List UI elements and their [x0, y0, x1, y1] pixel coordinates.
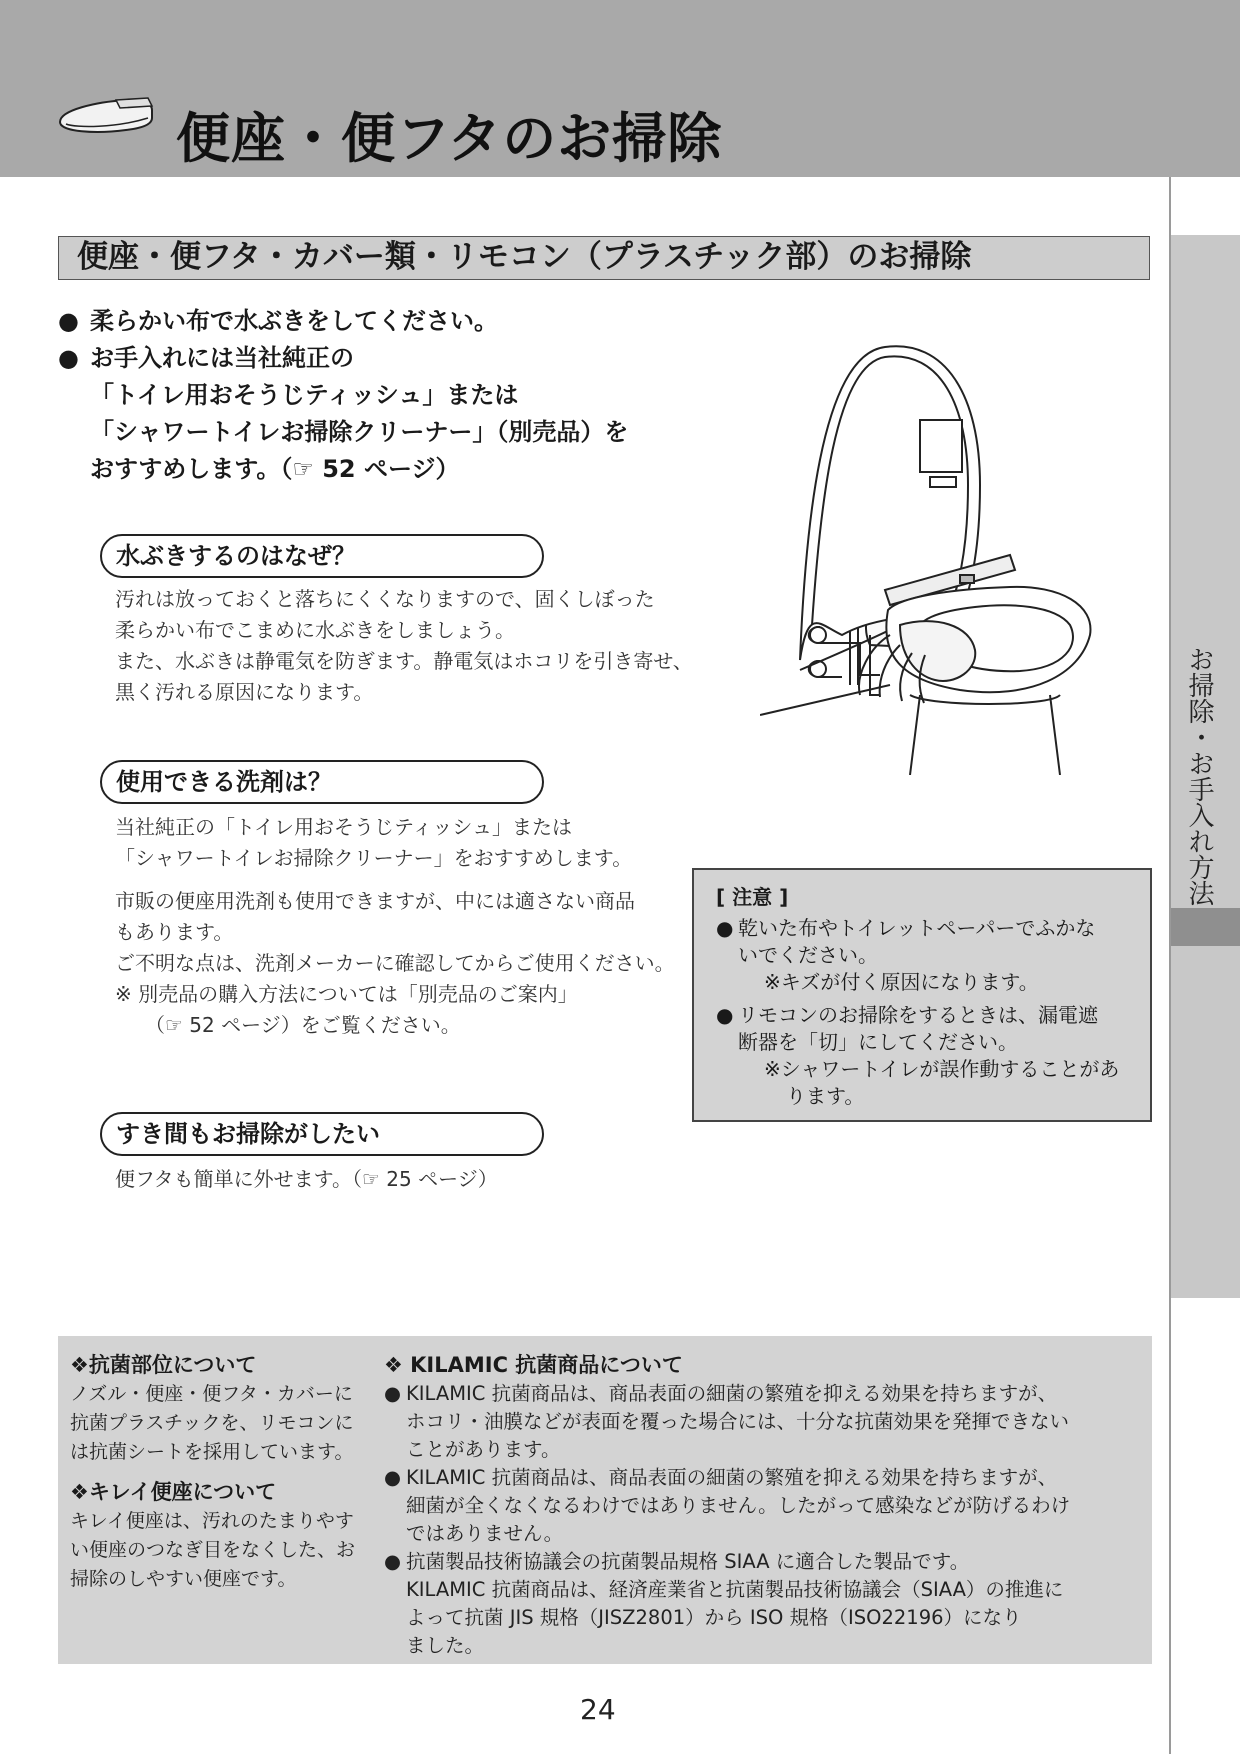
kilamic-item	[384, 1380, 1134, 1464]
bullet-dot-icon: ●	[716, 916, 734, 940]
info-line: 掃除のしやすい便座です。	[70, 1568, 297, 1590]
caution-box	[692, 868, 1152, 1122]
answer-line: ※ 別売品の購入方法については「別売品のご案内」	[115, 982, 578, 1006]
info-line: KILAMIC 抗菌商品は、商品表面の細菌の繁殖を抑える効果を持ちますが、	[406, 1382, 1058, 1405]
answer-line: 汚れは放っておくと落ちにくくなりますので、固くしぼった	[115, 587, 655, 611]
antibac-heading: ❖抗菌部位について	[70, 1353, 257, 1377]
info-line: キレイ便座は、汚れのたまりやす	[70, 1510, 354, 1532]
faq-question: 使用できる洗剤は？	[100, 760, 544, 804]
info-line: KILAMIC 抗菌商品は、商品表面の細菌の繁殖を抑える効果を持ちますが、	[406, 1466, 1058, 1489]
info-line: い便座のつなぎ目をなくした、お	[70, 1539, 356, 1561]
caution-text: リモコンのお掃除をするときは、漏電遮	[738, 1003, 1098, 1027]
answer-line: もあります。	[115, 920, 234, 944]
bullet-dot-icon: ●	[384, 1382, 402, 1405]
caution-note: ります。	[786, 1084, 865, 1108]
bullet-dot-icon: ●	[384, 1550, 402, 1573]
answer-line: 柔らかい布でこまめに水ぶきをしましょう。	[115, 618, 515, 642]
faq-answer	[115, 584, 693, 708]
bullet-item	[58, 340, 628, 377]
info-line: ことがあります。	[406, 1438, 561, 1461]
bullet-dot-icon: ●	[716, 1003, 734, 1027]
antibac-text	[70, 1380, 360, 1467]
answer-line: 黒く汚れる原因になります。	[115, 680, 374, 704]
section-heading: 便座・便フタ・カバー類・リモコン（プラスチック部）のお掃除	[58, 236, 1150, 280]
bullet-continuation: 「トイレ用おそうじティッシュ」または	[90, 381, 519, 409]
page-number: 24	[580, 1693, 616, 1726]
answer-line: また、水ぶきは静電気を防ぎます。静電気はホコリを引き寄せ、	[115, 649, 693, 673]
answer-line: 便フタも簡単に外せます。（☞ 25 ページ）	[115, 1167, 498, 1191]
kilamic-item	[384, 1464, 1134, 1548]
caution-continuation: いでください。	[738, 943, 878, 967]
info-line: KILAMIC 抗菌商品は、経済産業省と抗菌製品技術協議会（SIAA）の推進に	[406, 1578, 1064, 1601]
kirei-heading: ❖キレイ便座について	[70, 1480, 277, 1504]
caution-text: 乾いた布やトイレットペーパーでふかな	[738, 916, 1096, 940]
bullet-continuation: おすすめします。（☞ 52 ページ）	[90, 455, 460, 483]
caution-note: ※キズが付く原因になります。	[764, 970, 1039, 994]
answer-line: 当社純正の「トイレ用おそうじティッシュ」または	[115, 815, 572, 839]
side-tab-label[interactable]: お掃除・お手入れ方法	[1184, 646, 1214, 906]
answer-line: ご不明な点は、洗剤メーカーに確認してからご使用ください。	[115, 951, 675, 975]
info-line: ました。	[406, 1634, 485, 1657]
info-line: 抗菌製品技術協議会の抗菌製品規格 SIAA に適合した製品です。	[406, 1550, 970, 1573]
info-line: よって抗菌 JIS 規格（JISZ2801）から ISO 規格（ISO22196）になり	[406, 1606, 1022, 1629]
bullet-dot-icon: ●	[384, 1466, 402, 1489]
info-line: は抗菌シートを採用しています。	[70, 1441, 354, 1463]
bullet-item	[58, 303, 628, 340]
bullet-text: お手入れには当社純正の	[90, 344, 354, 372]
page-title: 便座・便フタのお掃除	[176, 107, 723, 170]
bullet-dot-icon: ●	[58, 344, 79, 372]
caution-continuation: 断器を「切」にしてください。	[738, 1030, 1018, 1054]
side-tab-marker	[1171, 908, 1240, 946]
caution-item	[716, 1002, 1138, 1029]
info-line: ホコリ・油膜などが表面を覆った場合には、十分な抗菌効果を発揮できない	[406, 1410, 1070, 1433]
intro-bullets	[58, 303, 628, 488]
faq-question: 水ぶきするのはなぜ？	[100, 534, 544, 578]
info-line: 細菌が全くなくなるわけではありません。したがって感染などが防げるわけ	[406, 1494, 1071, 1517]
bullet-text: 柔らかい布で水ぶきをしてください。	[90, 307, 498, 335]
answer-line: 「シャワートイレお掃除クリーナー」をおすすめします。	[115, 846, 633, 870]
caution-title: [ 注意 ]	[716, 885, 789, 909]
caution-item	[716, 915, 1138, 942]
info-line: ノズル・便座・便フタ・カバーに	[70, 1383, 353, 1405]
faq-answer	[115, 1164, 498, 1195]
info-line: 抗菌プラスチックを、リモコンに	[70, 1412, 354, 1434]
bullet-continuation: 「シャワートイレお掃除クリーナー」（別売品）を	[90, 418, 629, 446]
faq-question: すき間もお掃除がしたい	[100, 1112, 544, 1156]
caution-note: ※シャワートイレが誤作動することがあ	[764, 1057, 1120, 1081]
answer-line: 市販の便座用洗剤も使用できますが、中には適さない商品	[115, 889, 635, 913]
info-panel	[58, 1336, 1152, 1664]
kilamic-heading: ❖ KILAMIC 抗菌商品について	[384, 1353, 683, 1377]
info-panel-left	[70, 1350, 360, 1604]
answer-line: （☞ 52 ページ）をご覧ください。	[145, 1013, 461, 1037]
bullet-dot-icon: ●	[58, 307, 79, 335]
toilet-seat-icon	[56, 92, 156, 142]
faq-answer	[115, 812, 675, 1041]
info-line: ではありません。	[406, 1522, 564, 1545]
info-panel-right	[384, 1350, 1134, 1660]
toilet-cleaning-illustration	[760, 335, 1140, 775]
kirei-text	[70, 1507, 360, 1594]
kilamic-item	[384, 1548, 1134, 1660]
